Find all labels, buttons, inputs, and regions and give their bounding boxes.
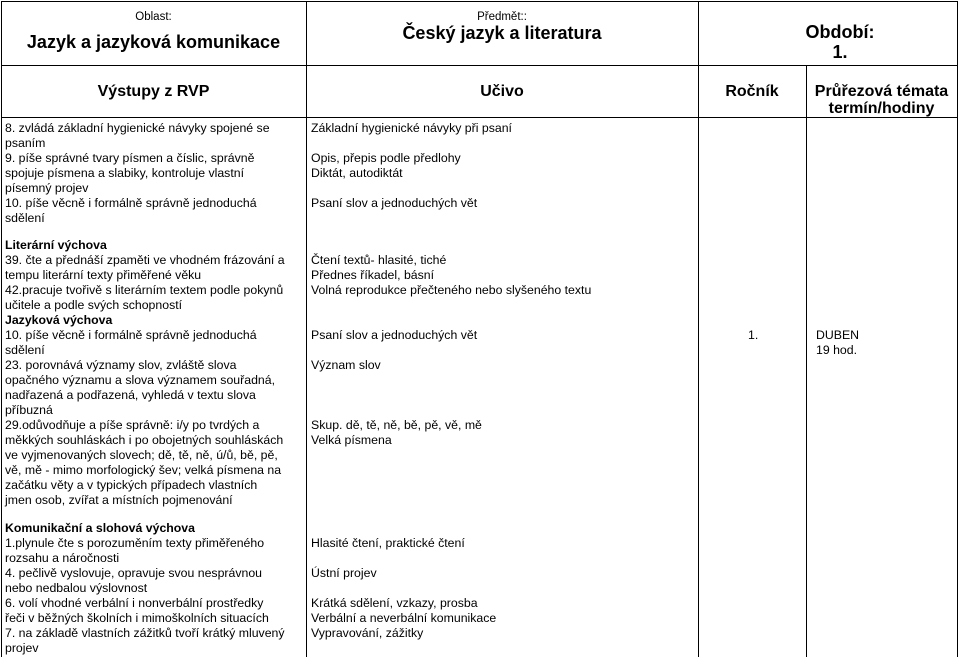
- column-divider-3: [806, 65, 807, 657]
- language-grade: 1.: [748, 328, 759, 342]
- top-border: [1, 1, 958, 2]
- period-label: Období:: [805, 22, 875, 42]
- column-header-grade: Ročník: [725, 83, 779, 100]
- column-header-crosscut: Průřezová témata: [814, 83, 949, 100]
- area-label: Oblast:: [135, 11, 172, 23]
- column-header-outputs: Výstupy z RVP: [97, 83, 210, 100]
- language-hours: 19 hod.: [816, 343, 858, 357]
- subject-label: Předmět::: [477, 11, 527, 23]
- language-curriculum: Psaní slov a jednoduchých vět Význam slov Skup. dě, tě, ně, bě, pě, vě, mě Velká písmena: [311, 328, 482, 447]
- language-outputs: 10. píše věcně i formálně správně jednoduchá sdělení 23. porovnává významy slov, zvláště slova opačného významu a slova významem souřadná, nadřazená a podřazená, vyhledá v textu slova příbuzná 29.odůvodňuje a píše správně: i/y po tvrdých a měkkých souhláskách i po obojetných souhláskách ve vyjmenovaných slovech; dě, tě, ně, ú/ů, bě, pě, vě, mě - mimo morfologický šev; velká písmena na začátku věty a v typických případech vlastních jmen osob, zvířat a místních pojmenování: [5, 328, 284, 507]
- column-header-term-hours: termín/hodiny: [828, 100, 935, 117]
- writing-curriculum: Základní hygienické návyky při psaní Opis, přepis podle předlohy Diktát, autodiktát Psaní slov a jednoduchých vět: [311, 121, 512, 210]
- language-term: DUBEN: [816, 328, 860, 342]
- communication-heading: Komunikační a slohová výchova: [5, 521, 195, 535]
- right-border: [957, 1, 958, 657]
- subject-value: Český jazyk a literatura: [402, 23, 602, 43]
- column-header-curriculum: Učivo: [480, 83, 524, 100]
- literature-outputs: 39. čte a přednáší zpaměti ve vhodném frázování a tempu literární texty přiměřené věku 42.pracuje tvořivě s literárním textem podle pokynů učitele a podle svých schopností: [5, 253, 285, 312]
- writing-outputs: 8. zvládá základní hygienické návyky spojené se psaním 9. píše správné tvary písmen a číslic, správně spojuje písmena a slabiky, kontroluje vlastní písemný projev 10. píše věcně i formálně správně jednoduchá sdělení: [5, 121, 270, 225]
- area-value: Jazyk a jazyková komunikace: [26, 32, 281, 52]
- literature-curriculum: Čtení textů- hlasité, tiché Přednes říkadel, básní Volná reprodukce přečteného nebo slyšeného textu: [311, 253, 592, 297]
- literature-heading: Literární výchova: [5, 238, 107, 252]
- header-bottom-border: [1, 65, 958, 66]
- communication-outputs: 1.plynule čte s porozuměním texty přiměřeného rozsahu a náročnosti 4. pečlivě vyslovuje, opravuje svou nesprávnou nebo nedbalou výslovnost 6. volí vhodné verbální i nonverbální prostředky řeči v běžných školních i mimoškolních situacích 7. na základě vlastních zážitků tvoří krátký mluvený projev: [5, 536, 285, 655]
- language-heading: Jazyková výchova: [5, 313, 113, 327]
- communication-curriculum: Hlasité čtení, praktické čtení Ústní projev Krátká sdělení, vzkazy, prosba Verbální a neverbální komunikace Vypravování, zážitky: [311, 536, 497, 640]
- period-value: 1.: [832, 42, 848, 62]
